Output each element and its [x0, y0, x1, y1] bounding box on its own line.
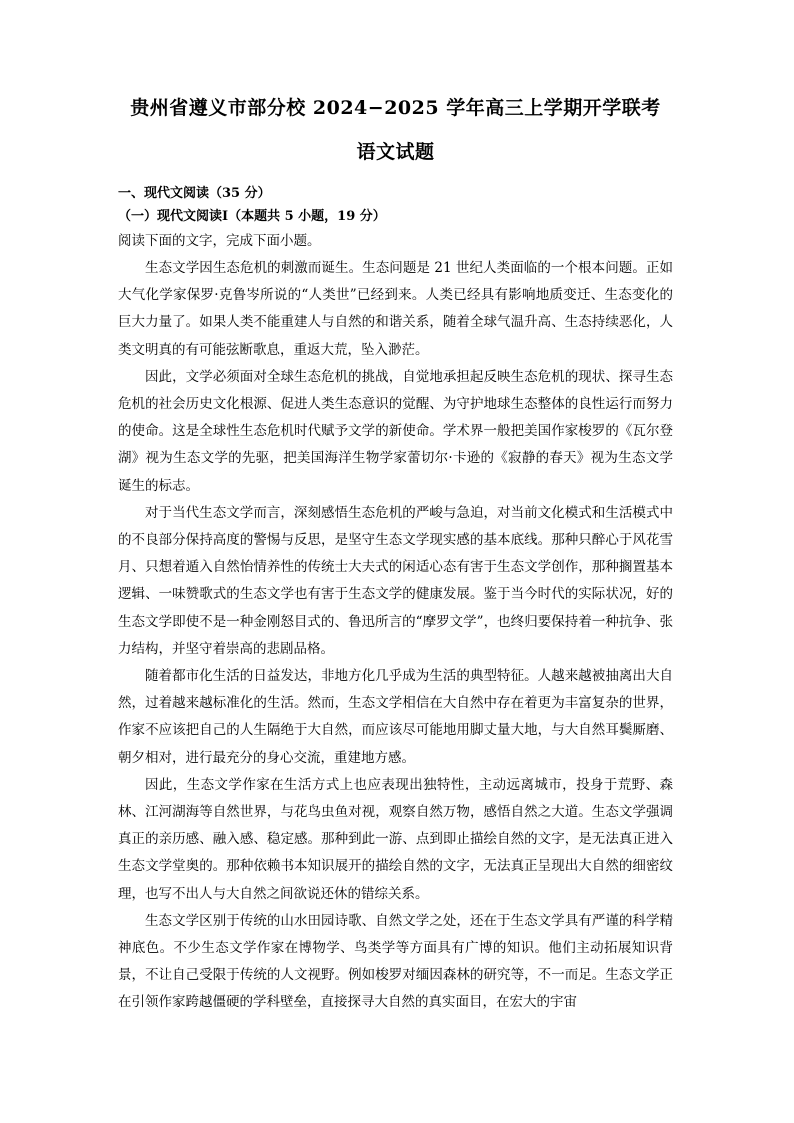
paragraph-6: 生态文学区别于传统的山水田园诗歌、自然文学之处，还在于生态文学具有严谨的科学精神底色。不少生态文学作家在博物学、鸟类学等方面具有广博的知识。他们主动拓展知识背景，不让自己受限于传统的人文视野。例如梭罗对缅因森林的研究等，不一而足。生态文学正在引领作家跨越僵硬的学科壁垒，直接探寻大自然的真实面目，在宏大的宇宙 — [118, 912, 673, 1011]
paragraph-3: 对于当代生态文学而言，深刻感悟生态危机的严峻与急迫，对当前文化模式和生活模式中的不良部分保持高度的警惕与反思，是坚守生态文学现实感的基本底线。那种只醉心于风花雪月、只想着遁入自然怡情养性的传统士大夫式的闲适心态有害于生态文学创作，那种搁置基本逻辑、一味赞歌式的生态文学也有害于生态文学的健康发展。鉴于当今时代的实际状况，好的生态文学即使不是一种金刚怒目式的、鲁迅所言的“摩罗文学”，也终归要保持着一种抗争、张力结构，并坚守着崇高的悲剧品格。 — [118, 504, 673, 657]
paragraph-1: 生态文学因生态危机的刺激而诞生。生态问题是 21 世纪人类面临的一个根本问题。正如大气化学家保罗·克鲁岑所说的“人类世”已经到来。人类已经具有影响地质变迁、生态变化的巨大力量了。如果人类不能重建人与自然的和谐关系，随着全球气温升高、生态持续恶化，人类文明真的有可能弦断歌息，重返大荒，坠入渺茫。 — [118, 260, 673, 358]
section-heading: 一、现代文阅读（35 分） — [118, 186, 271, 201]
paragraph-4: 随着都市化生活的日益发达，非地方化几乎成为生活的典型特征。人越来越被抽离出大自然，过着越来越标准化的生活。然而，生态文学相信在大自然中存在着更为丰富复杂的世界，作家不应该把自己的人生隔绝于大自然，而应该尽可能地用脚丈量大地，与大自然耳鬓厮磨、朝夕相对，进行最充分的身心交流，重建地方感。 — [118, 668, 673, 766]
document-title: 贵州省遵义市部分校 2024−2025 学年高三上学期开学联考 — [130, 97, 661, 119]
paragraph-2: 因此，文学必须面对全球生态危机的挑战，自觉地承担起反映生态危机的现状、探寻生态危机的社会历史文化根源、促进人类生态意识的觉醒、为守护地球生态整体的良性运行而努力的使命。这是全球性生态危机时代赋予文学的新使命。学术界一般把美国作家梭罗的《瓦尔登湖》视为生态文学的先驱，把美国海洋生物学家蕾切尔·卡逊的《寂静的春天》视为生态文学诞生的标志。 — [118, 368, 673, 494]
document-subtitle: 语文试题 — [356, 141, 435, 163]
document-page — [118, 92, 673, 1017]
reading-instruction: 阅读下面的文字，完成下面小题。 — [118, 233, 321, 249]
paragraph-5: 因此，生态文学作家在生活方式上也应表现出独特性，主动远离城市，投身于荒野、森林、江河湖海等自然世界，与花鸟虫鱼对视，观察自然万物，感悟自然之大道。生态文学强调真正的亲历感、融入感、稳定感。那种到此一游、点到即止描绘自然的文字，是无法真正进入生态文学堂奥的。那种依赖书本知识展开的描绘自然的文字，无法真正呈现出大自然的细密纹理，也写不出人与大自然之间欲说还休的错综关系。 — [118, 776, 673, 902]
subsection-heading: （一）现代文阅读Ⅰ（本题共 5 小题，19 分） — [118, 209, 386, 224]
